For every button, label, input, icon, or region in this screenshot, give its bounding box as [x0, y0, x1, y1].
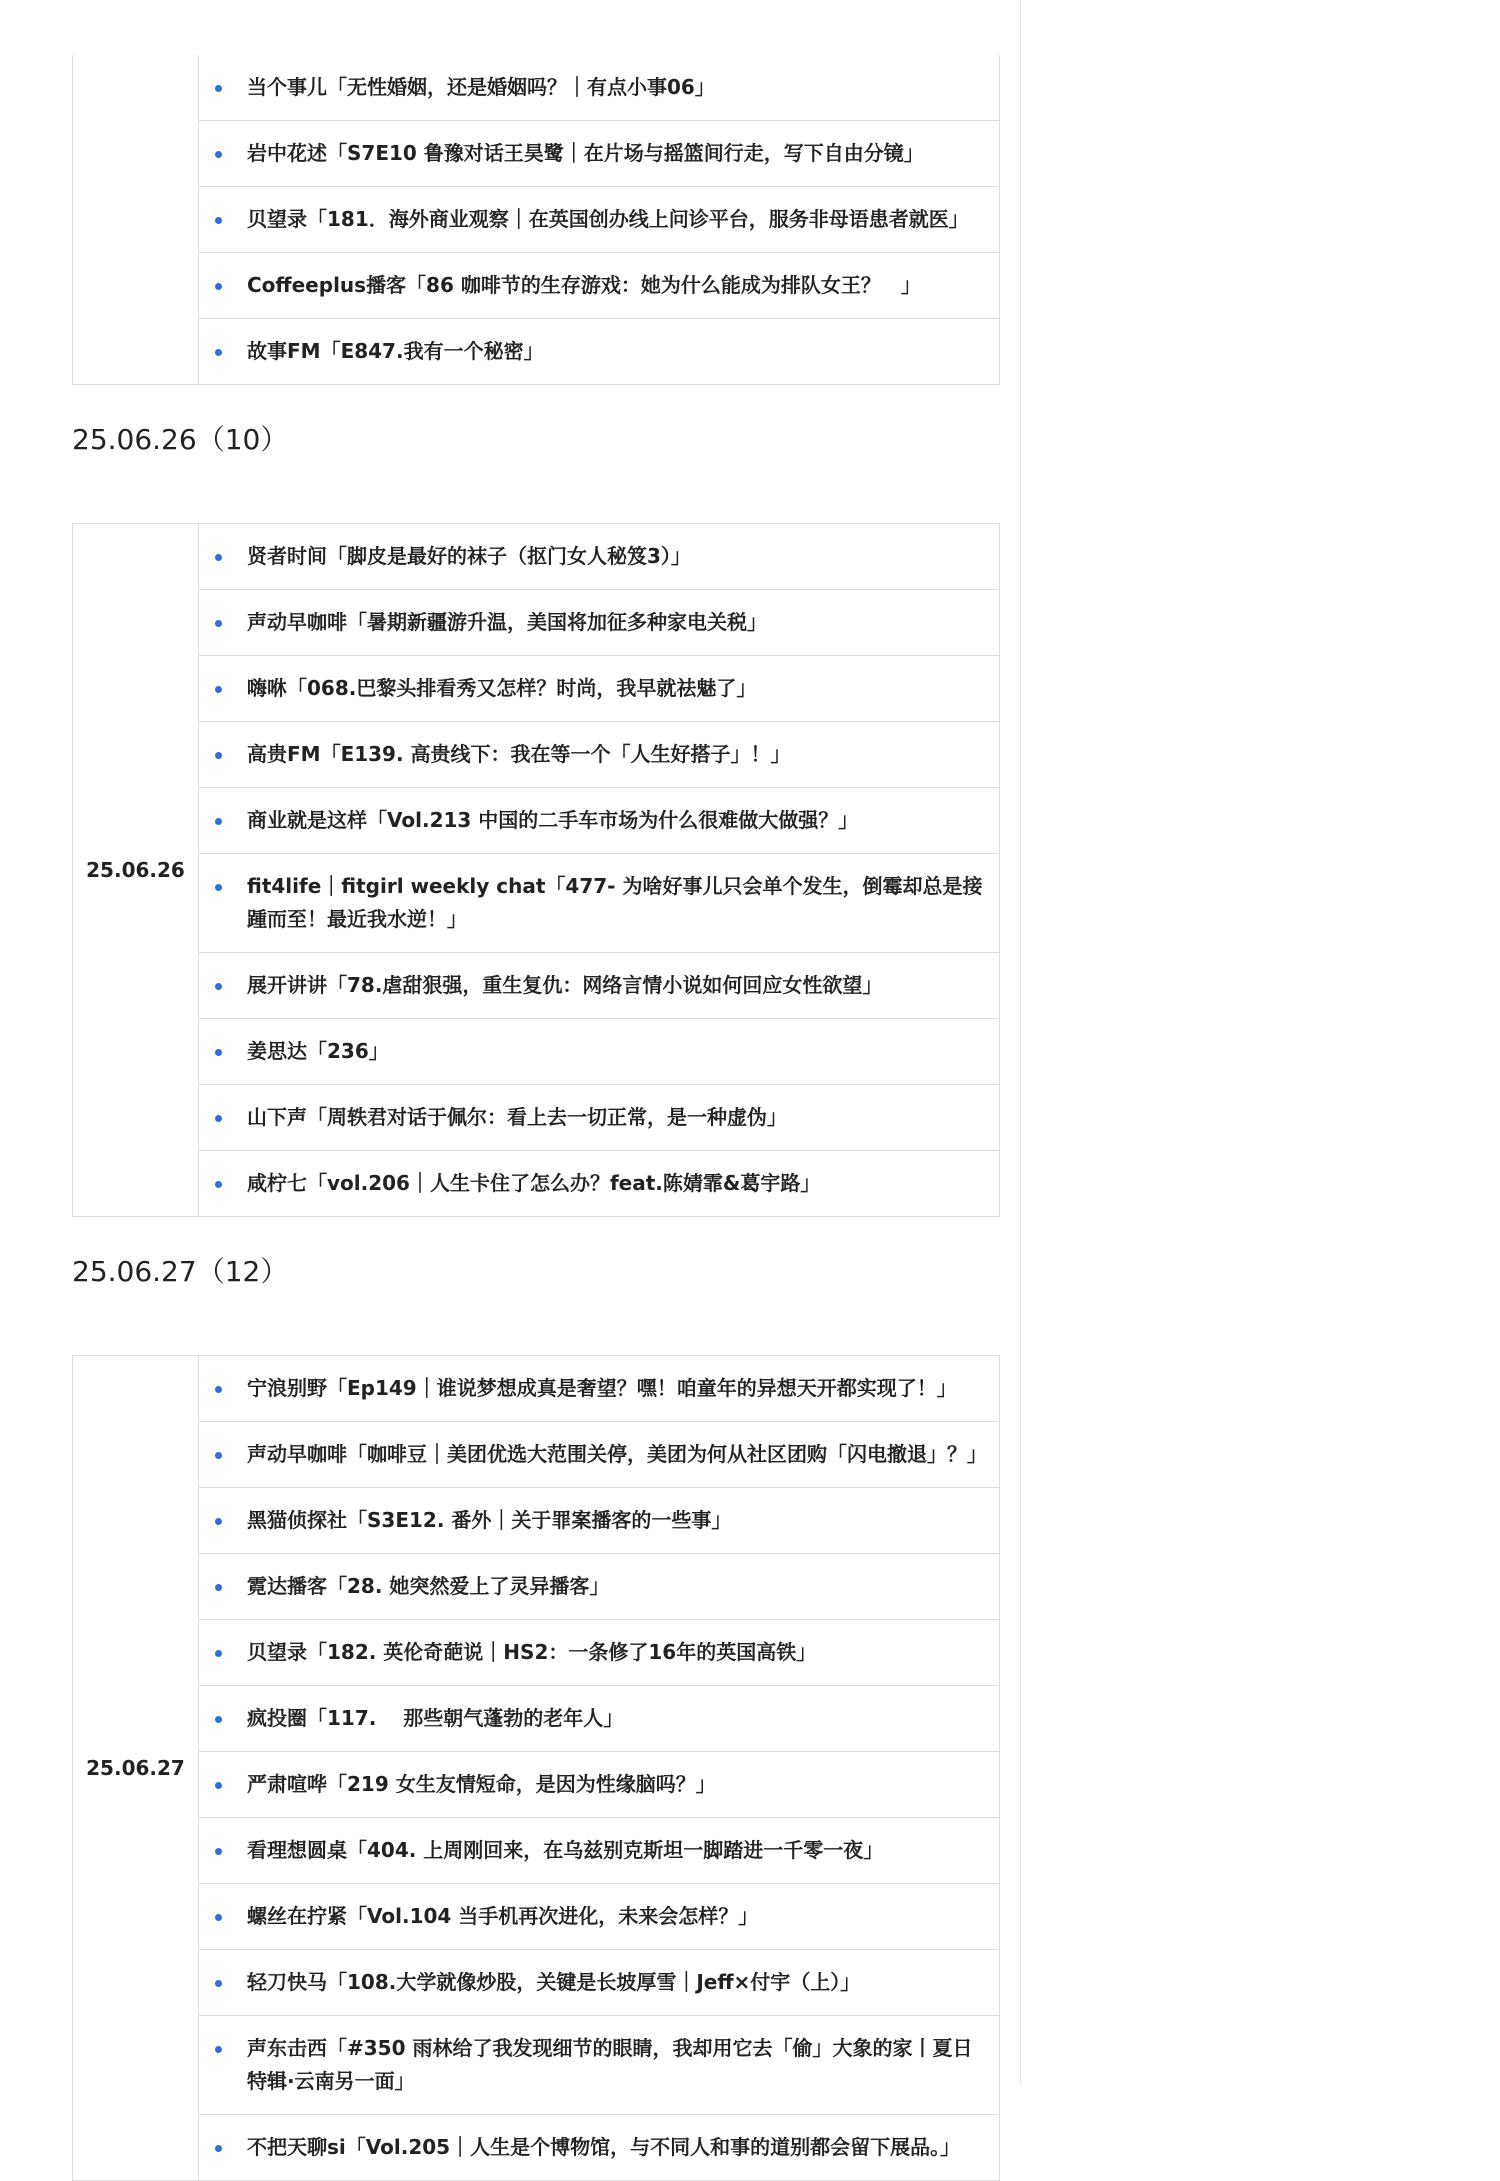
bullet-icon [215, 1584, 222, 1591]
bullet-icon [215, 1914, 222, 1921]
content-area [72, 0, 1000, 2181]
bullet-icon [215, 151, 222, 158]
list-item[interactable] [199, 318, 999, 384]
episode-title: 声动早咖啡「暑期新疆游升温，美国将加征多种家电关税」 [247, 610, 767, 634]
list-item[interactable] [199, 1553, 999, 1619]
list-item[interactable] [199, 1018, 999, 1084]
list-item[interactable] [199, 1487, 999, 1553]
episode-title: 姜思达「236」 [247, 1039, 389, 1063]
list-item[interactable] [199, 1751, 999, 1817]
bullet-icon [215, 1452, 222, 1459]
bullet-icon [215, 85, 222, 92]
episode-title: 霓达播客「28. 她突然爱上了灵异播客」 [247, 1574, 610, 1598]
episode-title: 看理想圆桌「404. 上周刚回来，在乌兹别克斯坦一脚踏进一千零一夜」 [247, 1838, 884, 1862]
bullet-icon [215, 217, 222, 224]
bullet-icon [215, 1386, 222, 1393]
bullet-icon [215, 1181, 222, 1188]
episode-title: 展开讲讲「78.虐甜狠强，重生复仇：网络言情小说如何回应女性欲望」 [247, 973, 883, 997]
page-vertical-rule [1020, 0, 1021, 2085]
episode-title: 螺丝在拧紧「Vol.104 当手机再次进化，未来会怎样？」 [247, 1904, 759, 1928]
episode-title: 故事FM「E847.我有一个秘密」 [247, 339, 544, 363]
list-item[interactable] [199, 1949, 999, 2015]
bullet-icon [215, 2145, 222, 2152]
bullet-icon [215, 818, 222, 825]
list-item[interactable] [199, 787, 999, 853]
day-table [72, 523, 1000, 1217]
bullet-icon [215, 1848, 222, 1855]
day-table-continued [72, 55, 1000, 385]
episode-title: 声东击西「#350 雨林给了我发现细节的眼睛，我却用它去「偷」大象的家丨夏日特辑·云南另一面」 [247, 2036, 973, 2093]
list-item[interactable] [199, 853, 999, 952]
bullet-icon [215, 1782, 222, 1789]
episode-title: 不把天聊si「Vol.205｜人生是个博物馆，与不同人和事的道别都会留下展品。」 [247, 2135, 961, 2159]
list-item[interactable] [199, 952, 999, 1018]
bullet-icon [215, 1980, 222, 1987]
episode-title: 疯投圈「117. 那些朝气蓬勃的老年人」 [247, 1706, 624, 1730]
episode-list [199, 55, 999, 384]
bullet-icon [215, 1716, 222, 1723]
episode-title: 贤者时间「脚皮是最好的袜子（抠门女人秘笈3）」 [247, 544, 691, 568]
list-item[interactable] [199, 524, 999, 589]
list-item[interactable] [199, 1421, 999, 1487]
episode-title: 轻刀快马「108.大学就像炒股，关键是长坡厚雪｜Jeff×付宇（上）」 [247, 1970, 861, 1994]
day-table [72, 1355, 1000, 2181]
list-item[interactable] [199, 55, 999, 120]
episode-title: 黑猫侦探社「S3E12. 番外｜关于罪案播客的一些事」 [247, 1508, 732, 1532]
episode-title: fit4life｜fitgirl weekly chat「477- 为啥好事儿只会单个发生，倒霉却总是接踵而至！最近我水逆！」 [247, 874, 983, 931]
list-item[interactable] [199, 1356, 999, 1421]
list-item[interactable] [199, 1883, 999, 1949]
list-item[interactable] [199, 252, 999, 318]
bullet-icon [215, 1049, 222, 1056]
list-item[interactable] [199, 1619, 999, 1685]
episode-title: 高贵FM「E139. 高贵线下：我在等一个「人生好搭子」！」 [247, 742, 791, 766]
bullet-icon [215, 620, 222, 627]
bullet-icon [215, 686, 222, 693]
list-item[interactable] [199, 655, 999, 721]
section-heading: 25.06.26（10） [72, 423, 289, 456]
episode-title: 宁浪别野「Ep149｜谁说梦想成真是奢望？嘿！咱童年的异想天开都实现了！」 [247, 1376, 957, 1400]
list-item[interactable] [199, 1150, 999, 1216]
list-item[interactable] [199, 589, 999, 655]
episode-title: 严肃喧哗「219 女生友情短命，是因为性缘脑吗？」 [247, 1772, 716, 1796]
bullet-icon [215, 983, 222, 990]
list-item[interactable] [199, 1685, 999, 1751]
bullet-icon [215, 283, 222, 290]
episode-title: 山下声「周轶君对话于佩尔：看上去一切正常，是一种虚伪」 [247, 1105, 787, 1129]
list-item[interactable] [199, 186, 999, 252]
list-item[interactable] [199, 2015, 999, 2114]
bullet-icon [215, 752, 222, 759]
episode-list [199, 524, 999, 1216]
bullet-icon [215, 1115, 222, 1122]
list-item[interactable] [199, 1084, 999, 1150]
bullet-icon [215, 1650, 222, 1657]
episode-title: 贝望录「181．海外商业观察｜在英国创办线上问诊平台，服务非母语患者就医」 [247, 207, 969, 231]
section-heading: 25.06.27（12） [72, 1255, 289, 1288]
bullet-icon [215, 884, 222, 891]
date-cell: 25.06.27 [73, 1356, 199, 2181]
episode-title: 贝望录「182. 英伦奇葩说｜HS2：一条修了16年的英国高铁」 [247, 1640, 817, 1664]
bullet-icon [215, 1518, 222, 1525]
episode-title: 当个事儿「无性婚姻，还是婚姻吗？｜有点小事06」 [247, 75, 715, 99]
list-item[interactable] [199, 2114, 999, 2180]
list-item[interactable] [199, 721, 999, 787]
episode-title: 咸柠七「vol.206｜人生卡住了怎么办？feat.陈婧霏&葛宇路」 [247, 1171, 821, 1195]
episode-title: Coffeeplus播客「86 咖啡节的生存游戏：她为什么能成为排队女王？ 」 [247, 273, 921, 297]
episode-title: 嗨咻「068.巴黎头排看秀又怎样？时尚，我早就祛魅了」 [247, 676, 757, 700]
date-cell [73, 55, 199, 385]
episode-list [199, 1356, 999, 2180]
list-item[interactable] [199, 120, 999, 186]
bullet-icon [215, 2046, 222, 2053]
episode-title: 声动早咖啡「咖啡豆｜美团优选大范围关停，美团为何从社区团购「闪电撤退」？」 [247, 1442, 987, 1466]
list-item[interactable] [199, 1817, 999, 1883]
bullet-icon [215, 554, 222, 561]
episode-title: 商业就是这样「Vol.213 中国的二手车市场为什么很难做大做强？」 [247, 808, 859, 832]
episode-title: 岩中花述「S7E10 鲁豫对话王昊鹭｜在片场与摇篮间行走，写下自由分镜」 [247, 141, 924, 165]
bullet-icon [215, 349, 222, 356]
date-cell: 25.06.26 [73, 524, 199, 1217]
